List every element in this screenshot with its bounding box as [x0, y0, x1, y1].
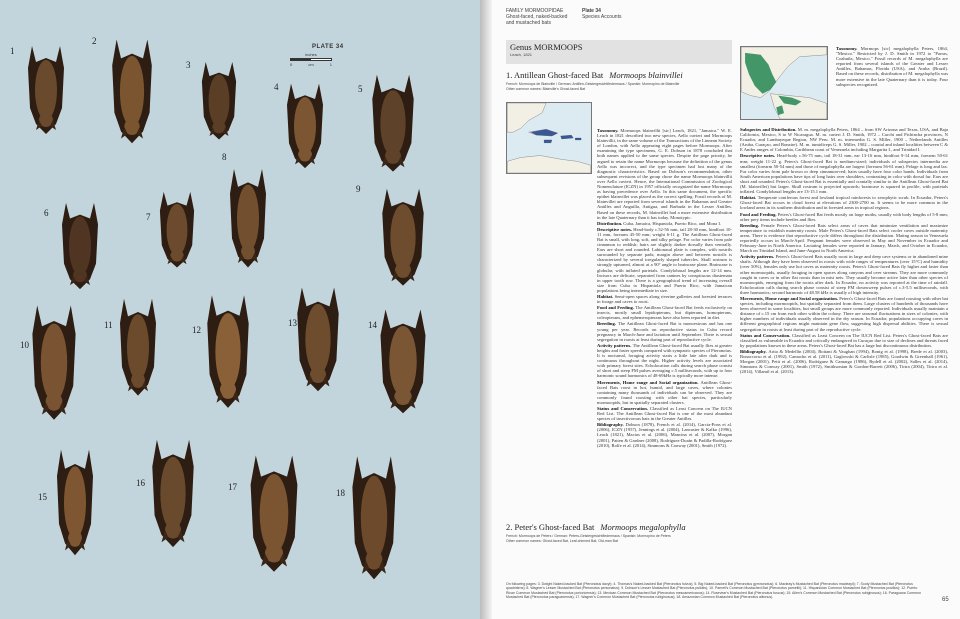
text-paragraph	[740, 127, 948, 152]
species-2-names	[506, 534, 732, 543]
bat-illustration	[248, 445, 300, 577]
text-paragraph	[740, 223, 948, 254]
species-1-text-column	[597, 128, 732, 518]
paragraph-body: Dobson (1878), French et al. (2014), Garcia-Pons et al. (2006), ICZN (1957), Jennings et al. (2004), Lancaster & Kalko (1996), Leach (1821), Macias et al. (2006), Mancina et al. (2007), Morgan (2001), Patten & Gardner (2008), Rodríguez-Durán & Padilla-Rodríguez (2010), Rolfe et al. (2014), Simmons & Conway (2001), Smith (1972).	[597, 422, 732, 448]
text-paragraph	[740, 153, 948, 194]
header-family: FAMILY MORMOOPIDAE	[506, 8, 564, 14]
bat-number: 4	[274, 82, 279, 92]
paragraph-body: The Antillean Ghost-faced Bat usually flies at greater heights and faster speeds compared with sympatric species of Pteronotus. It is nocturnal, foraging activity starts a little late after dark and is continuous throughout the night. Higher activity levels are associated with primary forest sites. Echolocation calls during search phase consist of short and steep FM pulses averaging c.5 milliseconds, with up to four harmonic sound harmonics of 48-69kHz is typically more intense.	[597, 342, 732, 379]
scale-mark: cm	[308, 62, 314, 67]
bat-number: 18	[336, 488, 345, 498]
paragraph-body: Classified as Least Concern on The IUCN Red List. The Antillean Ghost-faced Bat is one of the most abundant species of insectivorous bats in the Greater Antilles.	[597, 405, 732, 422]
bat-illustration	[55, 440, 95, 560]
paragraph-heading: Habitat.	[740, 195, 758, 201]
bat-number: 14	[368, 320, 377, 330]
paragraph-body: Head-body c.56-75 mm, tail 18-31 mm, ear 13-16 mm, hindfoot 9-14 mm, forearm 50-61 mm; weight 11-22 g. Peters's Ghost-faced Bat is medium-sized; individuals of subspecies intermedia are smallest (forearm 50-54 mm) and those of megalophylla are largest (forearm 56-61 mm). Pelage is long and lax. Fur color varies from pale brown or deep cinnamon-red; hairs usually have four color bands. Individuals from South American populations have tips of long hairs over shoulders, contrasting in color with dorsal fur. Ears are short and rounded. Peters's Ghost-faced Bat is essentially and cranially similar to the Antillean Ghost-faced Bat (M. blainvillei) but larger. Skull rostrum is projected upwards; braincase is squared in profile, with parietals inflated. Condylobasal lengths are 13-15.1 mm.	[740, 153, 948, 195]
genus-box	[506, 40, 732, 64]
paragraph-heading: Food and Feeding.	[740, 211, 778, 217]
header-family-desc: Ghost-faced, naked-backed	[506, 14, 568, 20]
paragraph-heading: Descriptive notes.	[740, 153, 777, 159]
bat-number: 15	[38, 492, 47, 502]
distribution-map-2	[740, 46, 828, 120]
bat-number: 1	[10, 46, 15, 56]
bat-number: 7	[146, 212, 151, 222]
bat-illustration	[205, 285, 251, 413]
running-header-section	[582, 8, 621, 20]
text-paragraph	[740, 212, 948, 222]
bat-illustration	[295, 278, 341, 396]
bat-illustration	[158, 185, 196, 271]
bat-illustration	[60, 195, 100, 293]
genus-authority: Leach, 1821	[510, 52, 533, 57]
page-number: 65	[942, 597, 949, 603]
bat-illustration	[200, 55, 238, 143]
bat-number: 5	[358, 84, 363, 94]
scale-mark: 1	[329, 62, 332, 67]
plate-footnote: On following pages: 3. Dwight Naked-backed Bat (Pteronotus davyi); 4. Thomas's Naked-backed Bat (Pteronotus fulvus); 5. Big Naked-backed Bat (Pteronotus gymnonotus); 6. Macleay's Mustached Bat (Pteronotus macleayii); 7. Sooty Mustached Bat (Pteronotus quadridens); 8. Wagner's Lesser Mustached Bat (Pteronotus personatus); 9. Dobson's Lesser Mustached Bat (Pteronotus psilotis); 10. Parnell's Common Mustached Bat (Pteronotus parnellii); 11. Hispaniolan Common Mustached Bat (Pteronotus pusillus); 12. Puerto Rican Common Mustached Bat (Pteronotus portoricensis); 13. Mexican Common Mustached Bat (Pteronotus mesoamericanus); 14. Rosevear's Mustached Bat (Pteronotus fuscus); 15. Allen's Common Mustached Bat (Pteronotus rubiginosus); 16. Paraguana Common Mustached Bat (Pteronotus paraguanensis); 17. Wagner's Common Mustached Bat (Pteronotus rubiginosus); 18. Amazonian Common Mustached Bat (Pteronotus alitonus).	[506, 582, 921, 600]
scale-unit: inches	[305, 52, 317, 57]
running-header-family	[506, 8, 567, 26]
paragraph-heading: Breeding.	[597, 321, 618, 327]
bat-illustration	[378, 300, 428, 418]
bat-number: 11	[104, 320, 113, 330]
species-1-names	[506, 82, 732, 91]
text-paragraph	[597, 227, 732, 293]
bat-number: 10	[20, 340, 29, 350]
paragraph-heading: Bibliography.	[597, 422, 626, 428]
paragraph-body: Peters's Ghost-faced Bat feeds mostly on large moths, usually with body lengths of 5-8 mm; other prey items include beetles and flies.	[740, 211, 948, 222]
species-2-scientific-name: Mormoops megalophylla	[600, 522, 686, 532]
bat-illustration	[30, 295, 78, 425]
paragraph-heading: Taxonomy.	[597, 128, 621, 133]
bat-number: 12	[192, 325, 201, 335]
bat-illustration	[110, 30, 154, 148]
bat-illustration	[150, 430, 196, 552]
text-paragraph	[597, 294, 732, 304]
text-paragraph	[740, 349, 948, 374]
header-plate-ref: Plate 34	[582, 8, 601, 14]
bat-number: 3	[186, 60, 191, 70]
paragraph-body: Female Peters's Ghost-faced Bats select areas of caves that minimize ventilation and maximize temperature to establish maternity roosts. Male Peters's Ghost-faced Bats select cooler caves outside maternity areas. There is evidence that reproductive cycle differs throughout the distribution. Mating season in Venezuela reportedly occurs in March-April. Pregnant females were observed in May and November in Ecuador and February-June in North America. Lactating females were reported in January, March, and October in Ecuador, March on Trinidad Island, and June-August in North America.	[740, 222, 948, 254]
paragraph-heading: Habitat.	[597, 294, 615, 299]
species-1-scientific-name: Mormoops blainvillei	[609, 70, 683, 80]
paragraph-body: The Antillean Ghost-faced Bat feeds exclusively on insects, mostly small lepidopterans, but dipterans, homopterans, coleopterans, and ephemeropterans have also been reported in diet.	[597, 305, 732, 321]
species-2-other-names: Other common names: Ghost-faced Bat, Leaf-chinned Bat, Old-man Bat	[506, 538, 618, 543]
paragraph-body: Head-body c.52-56 mm, tail 28-30 mm, hindfoot 10-11 mm, forearm 45-50 mm; weight 6-11 g. The Antillean Ghost-faced Bat is small, with long, soft, and silky pelage. For color varies from pale cinnamon to reddish; hairs are slightly darker dorsally than ventrally. Ears are short and rounded. Labionasal plate is complex, with nostrils surrounded by separate pads; margin above and between nostrils is characterized by several irregularly shaped tubercles. Skull rostrum is strongly upturned, almost at a 90° angle to braincase plane. Braincase is globular, with inflated parietals. Condylobasal lengths are 12-14 mm. Incisors are delicate, separated from canines by conspicuous diastemata in upper tooth row. There is a geographical trend of increasing overall size from Cuba to Hispaniola and Puerto Rico, with Jamaican populations being intermediate in size.	[597, 226, 732, 293]
paragraph-body: M. m. megalophylla Peters, 1864 – from SW Arizona and Texas, USA, and Baja California, Mexico, S to W Nicaragua. M. m. carteri J. D. Smith, 1972 – Carchi and Pichincha provinces, N Ecuador, and Lambayeque Region, NW Peru. M. m. intermedia G. S. Miller, 1900 – Netherlands Antilles (Aruba, Curaçao, and Bonaire). M. m. tumidiceps G. S. Miller, 1902 – coastal and inland localities between C & E Andes ranges of Colombia, Caribbean coast of Venezuela including Margarita I., and Trinidad I.	[740, 127, 948, 153]
bat-illustration	[380, 180, 426, 290]
text-paragraph	[597, 221, 732, 226]
paragraph-heading: Food and Feeding.	[597, 305, 636, 311]
paragraph-body: Mormoops blainvillii [sic] Leach, 1821, "Jamaica." W. E. Leach in 1821 described two new species, Aello cuvieri and Mormoops blainvillii, in the same volume of the Transactions of the Linnean Society of London, with Aello appearing eight pages before Mormoops. After examining the type specimens, G. E. Dobson in 1878 concluded that both names applied to the same species. Despite the page priority, he argued to retain the name Mormoops because the definition of the genus Aello was incorrect, and the type specimen had lost many of the diagnostic characteristics. Based on Dobson's recommendation, other subsequent revisions of the group chose the name Mormoops blainvillii over Aello cuvieri. Hence, the International Commission of Zoological Nomenclature (ICZN) in 1957 officially recognized the name Mormoops as having precedence over Aello. In this same document, the specific epithet blainvillei was placed as the correct spelling. Fossil records of M. blainvillei are reported from several islands in the Bahamas and Greater Antilles and Anguilla, Antigua, and Barbuda in the Lesser Antilles. Based on these records, M. blainvillei had a more extensive distribution in the late Quaternary than it has today. Monotypic.	[597, 128, 732, 220]
text-paragraph	[740, 254, 948, 295]
bat-number: 13	[288, 318, 297, 328]
header-family-desc: and mustached bats	[506, 20, 552, 26]
text-paragraph	[597, 422, 732, 447]
species-2-common-name: 2. Peter's Ghost-faced Bat	[506, 522, 595, 532]
text-paragraph	[836, 46, 948, 87]
paragraph-body: Peters's Ghost-faced Bats usually roost in large and deep cave systems or in abandoned mine shafts. Although they have been observed in roosts with wide ranges of temperatures (over 15°C) and humidity (over 50%), females only use hot caves as maternity roosts. Peters's Ghost-faced Bats fly higher and faster than other mormoopids, usually foraging in open spaces along canyons and over streams. They are more commonly caught in caves or in other flat roosts than in mist nets. They usually become active later than other species of mormoopids, emerging from the roosts after dark. In Ecuador, no activity was reported at the time of rainfall. Echolocation calls during search phase consist of steep FM downsweep pulses of c.3-5.5 milliseconds, with three harmonics; second harmonic of 48.58 kHz is usually of high intensity.	[740, 254, 948, 295]
text-paragraph	[740, 333, 948, 348]
paragraph-heading: Activity patterns.	[597, 342, 633, 348]
plate-title: PLATE 34	[312, 44, 344, 50]
text-paragraph	[740, 296, 948, 332]
bat-number: 17	[228, 482, 237, 492]
paragraph-heading: Status and Conservation.	[740, 332, 793, 338]
distribution-map-1	[506, 102, 592, 174]
text-paragraph	[597, 305, 732, 320]
paragraph-heading: Status and Conservation.	[597, 405, 650, 411]
paragraph-heading: Movements, Home range and Social organization.	[740, 296, 840, 301]
text-paragraph	[597, 321, 732, 341]
paragraph-heading: Distribution.	[597, 220, 624, 226]
bat-number: 9	[356, 184, 361, 194]
species-1-translations: French: Mormoops de Blainville / German: Antillen-Geistergesichtfledermaus / Spanish: Mormopino de Blainville	[506, 82, 680, 86]
map-2-graphic	[741, 47, 827, 119]
paragraph-body: The Antillean Ghost-faced Bat is monoestrous and has one young per year. Records on reproductive status in Cuba record pregnancy in March-June and lactation until September. There is sexual segregation in roosts at least during part of reproductive cycle.	[597, 321, 732, 342]
bat-illustration	[118, 290, 158, 400]
species-2-taxonomy	[836, 46, 948, 126]
genus-name: Genus MORMOOPS	[510, 42, 583, 52]
paragraph-heading: Subspecies and Distribution.	[740, 127, 798, 132]
species-1-other-names: Other common names: Blainville's Ghost-faced Bat	[506, 86, 586, 91]
paragraph-heading: Descriptive notes.	[597, 226, 634, 232]
paragraph-heading: Activity patterns.	[740, 254, 776, 260]
book-gutter	[480, 0, 492, 619]
scale-bar	[290, 52, 332, 67]
paragraph-body: Semi-open spaces along riverine galleries and forested terraces in forage and caves to roost.	[597, 294, 732, 305]
paragraph-heading: Taxonomy.	[836, 46, 861, 51]
paragraph-body: Arita & Medellín (2004), Boitani & Vaughan (1994), Bonig et al. (1998), Brede et al. (2003), Bonaccorso et al. (1992), Camacho et al. (2011), Gaglowski & Carlisle (1985), Goodwin & Greenhall (1961), Morgan (2001), Petit et al. (2006), Rodríguez & Camargo (1986), Rydell et al. (2002), Salles et al. (2014), Simmons & Conway (2001), Smith (1972), Smithsonian & Gordon-Barrett (2006), Tirira (2004), Tirira et al. (2014), Villamil et al. (2013).	[740, 348, 948, 375]
scale-mark: 0	[290, 62, 293, 67]
paragraph-heading: Breeding.	[740, 222, 762, 228]
map-1-graphic	[507, 103, 591, 173]
text-paragraph	[597, 406, 732, 421]
bat-illustration	[228, 160, 268, 272]
paragraph-heading: Bibliography.	[740, 348, 769, 354]
paragraph-body: Temperate coniferous forest and lowland tropical rainforests to xerophytic scrub. In Ecuador, Peters's Ghost-faced Bat occurs in cloud forest at elevations of 2300-2700 m. It seems to be more common in the lowland areas in its southern distribution and in forested areas in tropical regions.	[740, 195, 948, 211]
species-2-translations: French: Mormoops de Peters / German: Peters-Geistergesichtfledermaus / Spanish: Mormopino de Peters	[506, 534, 671, 538]
text-paragraph	[597, 343, 732, 379]
paragraph-body: Mormops [sic] megalophylla Peters, 1864, "Mexico." Restricted by J. D. Smith in 1972 to "Parras, Coahuila, Mexico." Fossil records of M. megalophylla are reported from several islands of the Greater and Lesser Antilles, Bahamas, Florida (USA), and Aruba (Brazil). Based on these records, distribution of M. megalophylla was more extensive in the late Quaternary than it is today. Four subspecies recognized.	[836, 46, 948, 87]
species-1-title	[506, 70, 683, 80]
species-1-common-name: 1. Antillean Ghost-faced Bat	[506, 70, 604, 80]
text-paragraph	[597, 128, 732, 220]
paragraph-body: Cuba, Jamaica, Hispaniola, Puerto Rico, and Mona I.	[623, 220, 722, 226]
bat-illustration	[350, 445, 398, 585]
bat-number: 8	[222, 152, 227, 162]
species-2-text-column	[740, 127, 948, 575]
paragraph-body: Classified as Least Concern on The IUCN Red List. Peters's Ghost-faced Bats are classified as vulnerable in Ecuador and critically endangered in Curaçao due to size of declines and threats faced by populations known in these areas. Peters's Ghost-faced Bat has a large but discontinuous distribution.	[740, 332, 948, 348]
bat-number: 16	[136, 478, 145, 488]
text-paragraph	[740, 195, 948, 210]
species-2-title	[506, 522, 686, 532]
bat-illustration	[26, 38, 66, 138]
scale-bar-graphic	[290, 58, 332, 61]
bat-illustration	[285, 76, 325, 172]
bat-number: 6	[44, 208, 49, 218]
header-section: Species Accounts	[582, 14, 622, 20]
paragraph-body: Antillean Ghost-faced Bats roost in hot, humid, and large caves, where colonies containing many thousands of individuals can be observed. They are commonly found roosting with other bat species, particularly mormoopids, but in spatially separated clusters.	[597, 379, 732, 405]
paragraph-body: Peters's Ghost-faced Bats are found roosting with other bat species, including mormoopids, but spatially separated from them. Large clusters of hundreds of thousands have been observed in some localities, but small groups are more commonly reported. Individuals usually maintain a distance of c.15 cm from each other within the colony. There are seasonal fluctuations in sizes of colonies, with higher numbers of individuals usually observed in the dry season. In Ecuador, populations occupying caves in different geographical regions might maintain gene flow, suggesting high dispersal abilities. There is sexual segregation in roosts at least during part of the reproductive cycle.	[740, 296, 948, 332]
text-paragraph	[597, 380, 732, 405]
bat-illustration	[370, 66, 416, 176]
paragraph-heading: Movements, Home range and Social organization.	[597, 379, 701, 385]
bat-number: 2	[92, 36, 97, 46]
